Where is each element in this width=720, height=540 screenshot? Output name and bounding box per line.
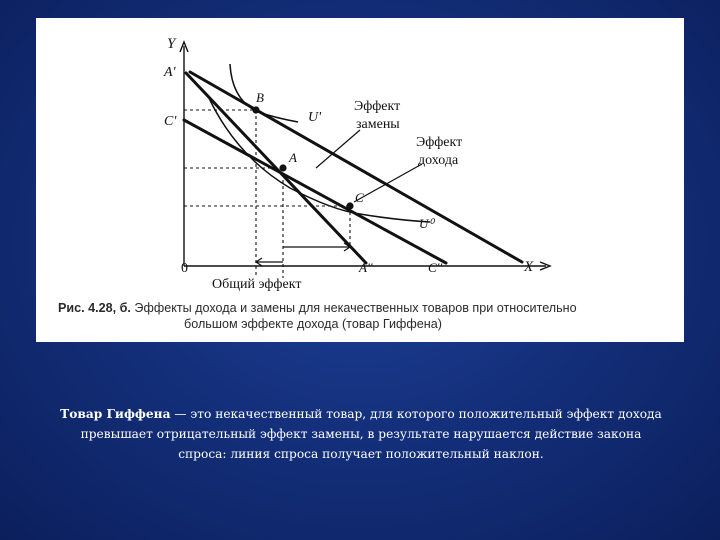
point-a bbox=[279, 164, 286, 171]
income-leader bbox=[354, 164, 422, 202]
total-effect-label: Общий эффект bbox=[212, 277, 302, 292]
figure-caption-number: Рис. 4.28, б. bbox=[58, 301, 131, 315]
income-effect-label-line1: Эффект bbox=[416, 135, 463, 150]
axes bbox=[180, 42, 550, 270]
point-b bbox=[252, 106, 259, 113]
income-effect-label-line2: дохода bbox=[418, 153, 459, 168]
label-a: A bbox=[289, 150, 297, 165]
figure-panel bbox=[36, 18, 684, 342]
x-axis-label: X bbox=[524, 259, 534, 275]
label-u-prime: U' bbox=[308, 110, 322, 125]
budget-line-c-c2 bbox=[184, 120, 446, 263]
label-b: B bbox=[256, 90, 264, 105]
substitution-effect-label-line1: Эффект bbox=[354, 99, 401, 114]
y-axis-label: Y bbox=[167, 36, 176, 52]
label-c: C bbox=[355, 190, 364, 205]
label-a-prime: A' bbox=[164, 65, 176, 80]
indifference-curve-u-prime bbox=[230, 64, 298, 122]
figure-caption-line2: большом эффекте дохода (товар Гиффена) bbox=[184, 317, 442, 331]
label-c-double-prime: C'' bbox=[428, 260, 443, 275]
giffen-diagram bbox=[36, 18, 684, 342]
point-c bbox=[346, 202, 353, 209]
giffen-description bbox=[56, 404, 666, 464]
figure-caption bbox=[58, 300, 668, 332]
origin-label: 0 bbox=[181, 261, 188, 276]
label-c-prime: C' bbox=[164, 114, 177, 129]
description-text: — это некачественный товар, для которого положительный эффект дохода превышает отрицательный эффект замены, в результате нарушается действие закона спроса: линия спроса получает положительный наклон. bbox=[80, 407, 662, 461]
description-term: Товар Гиффена bbox=[60, 407, 171, 421]
figure-caption-line1: Эффекты дохода и замены для некачественных товаров при относительно bbox=[130, 301, 577, 315]
label-u-zero: U⁰ bbox=[419, 216, 434, 231]
label-a-double-prime: A'' bbox=[359, 260, 373, 275]
substitution-effect-label-line2: замены bbox=[356, 117, 400, 132]
